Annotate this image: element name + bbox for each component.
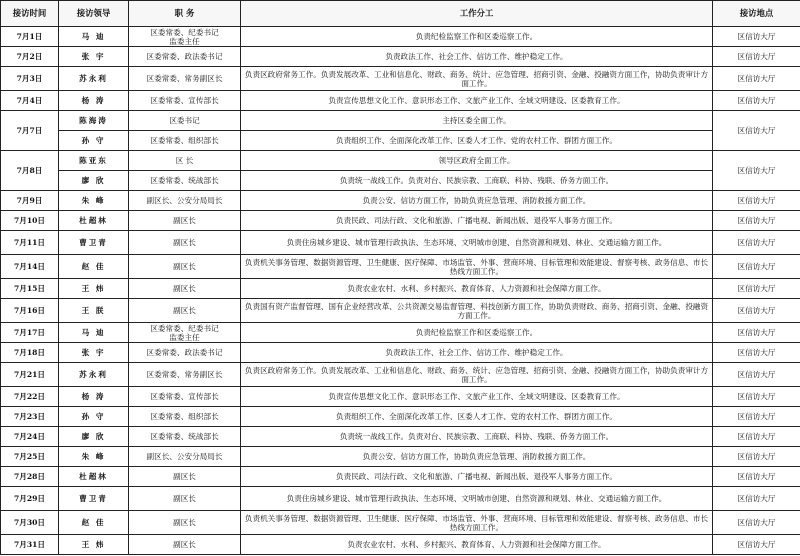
table-row — [1, 323, 800, 343]
table-row — [1, 191, 800, 211]
duties-cell: 负责统一战线工作。负责对台、民族宗教、工商联、科协、残联、侨务方面工作。 — [241, 427, 713, 447]
date-cell: 7月28日 — [1, 467, 59, 487]
location-cell: 区信访大厅 — [713, 191, 800, 211]
duties-cell: 负责农业农村、水利、乡村振兴、教育体育、人力资源和社会保障方面工作。 — [241, 535, 713, 555]
duties-cell: 负责公安、信访方面工作，协助负责应急管理、消防救援方面工作。 — [241, 191, 713, 211]
leader-cell: 廖 欣 — [59, 171, 129, 191]
date-cell: 7月16日 — [1, 299, 59, 323]
date-cell: 7月31日 — [1, 535, 59, 555]
table-row — [1, 467, 800, 487]
position-cell: 区委常委、政法委书记 — [129, 343, 241, 363]
date-cell: 7月24日 — [1, 427, 59, 447]
position-cell: 副区长 — [129, 467, 241, 487]
duties-cell: 负责区政府常务工作。负责发展改革、工业和信息化、财政、商务、统计、应急管理、招商引资、金融、投融资方面工作，协助负责审计方面工作。 — [241, 67, 713, 91]
leader-cell: 曹卫青 — [59, 487, 129, 511]
duties-cell: 负责农业农村、水利、乡村振兴、教育体育、人力资源和社会保障方面工作。 — [241, 279, 713, 299]
leader-cell: 朱 峰 — [59, 191, 129, 211]
position-cell: 副区长 — [129, 231, 241, 255]
duties-cell: 负责政法工作、社会工作、信访工作、维护稳定工作。 — [241, 47, 713, 67]
location-cell: 区信访大厅 — [713, 467, 800, 487]
table-row — [1, 363, 800, 387]
duties-cell: 负责公安、信访方面工作，协助负责应急管理、消防救援方面工作。 — [241, 447, 713, 467]
table-row — [1, 111, 800, 131]
position-cell: 副区长 — [129, 255, 241, 279]
leader-cell: 赵 佳 — [59, 511, 129, 535]
leader-cell: 陈海涛 — [59, 111, 129, 131]
position-cell: 副区长 — [129, 487, 241, 511]
date-cell: 7月9日 — [1, 191, 59, 211]
table-row — [1, 487, 800, 511]
location-cell: 区信访大厅 — [713, 27, 800, 47]
duties-cell: 主持区委全面工作。 — [241, 111, 713, 131]
duties-cell: 负责住房城乡建设、城市管理行政执法、生态环境、文明城市创建、自然资源和规划、林业、交通运输方面工作。 — [241, 231, 713, 255]
header-duties: 工作分工 — [241, 1, 713, 27]
location-cell: 区信访大厅 — [713, 151, 800, 191]
table-row — [1, 27, 800, 47]
table-row — [1, 211, 800, 231]
date-cell: 7月8日 — [1, 151, 59, 191]
position-cell: 副区长 — [129, 211, 241, 231]
date-cell: 7月3日 — [1, 67, 59, 91]
date-cell: 7月23日 — [1, 407, 59, 427]
location-cell: 区信访大厅 — [713, 47, 800, 67]
position-cell: 副区长、公安分局局长 — [129, 447, 241, 467]
location-cell: 区信访大厅 — [713, 343, 800, 363]
header-leader: 接访领导 — [59, 1, 129, 27]
duties-cell: 负责组织工作、全面深化改革工作、区委人才工作、党的农村工作、群团方面工作。 — [241, 407, 713, 427]
leader-cell: 王 朕 — [59, 299, 129, 323]
header-row — [1, 1, 800, 27]
leader-cell: 曹卫青 — [59, 231, 129, 255]
duties-cell: 负责统一战线工作。负责对台、民族宗教、工商联、科协、残联、侨务方面工作。 — [241, 171, 713, 191]
table-row — [1, 279, 800, 299]
table-row — [1, 91, 800, 111]
location-cell: 区信访大厅 — [713, 447, 800, 467]
position-cell: 区委常委、纪委书记 监委主任 — [129, 27, 241, 47]
table-row — [1, 131, 800, 151]
date-cell: 7月4日 — [1, 91, 59, 111]
table-row — [1, 407, 800, 427]
date-cell: 7月15日 — [1, 279, 59, 299]
position-cell: 副区长 — [129, 511, 241, 535]
duties-cell: 负责民政、司法行政、文化和旅游、广播电视、新闻出版、退役军人事务方面工作。 — [241, 467, 713, 487]
location-cell: 区信访大厅 — [713, 511, 800, 535]
leader-cell: 王 炜 — [59, 535, 129, 555]
duties-cell: 负责政法工作、社会工作、信访工作、维护稳定工作。 — [241, 343, 713, 363]
location-cell: 区信访大厅 — [713, 323, 800, 343]
position-cell: 区委常委、统战部长 — [129, 171, 241, 191]
header-location: 接访地点 — [713, 1, 800, 27]
leader-cell: 王 炜 — [59, 279, 129, 299]
leader-cell: 杜超林 — [59, 211, 129, 231]
date-cell: 7月18日 — [1, 343, 59, 363]
date-cell: 7月25日 — [1, 447, 59, 467]
date-cell: 7月22日 — [1, 387, 59, 407]
table-row — [1, 299, 800, 323]
location-cell: 区信访大厅 — [713, 427, 800, 447]
position-cell: 区委常委、统战部长 — [129, 427, 241, 447]
header-date: 接访时间 — [1, 1, 59, 27]
location-cell: 区信访大厅 — [713, 279, 800, 299]
position-cell: 副区长 — [129, 535, 241, 555]
leader-cell: 朱 峰 — [59, 447, 129, 467]
table-row — [1, 171, 800, 191]
table-row — [1, 151, 800, 171]
position-cell: 副区长 — [129, 279, 241, 299]
table-row — [1, 535, 800, 555]
position-cell: 区委常委、宣传部长 — [129, 91, 241, 111]
location-cell: 区信访大厅 — [713, 487, 800, 511]
date-cell: 7月21日 — [1, 363, 59, 387]
date-cell: 7月17日 — [1, 323, 59, 343]
position-cell: 区委常委、政法委书记 — [129, 47, 241, 67]
date-cell: 7月30日 — [1, 511, 59, 535]
date-cell: 7月29日 — [1, 487, 59, 511]
location-cell: 区信访大厅 — [713, 91, 800, 111]
leader-cell: 张 宇 — [59, 343, 129, 363]
location-cell: 区信访大厅 — [713, 387, 800, 407]
leader-cell: 杜超林 — [59, 467, 129, 487]
leader-cell: 马 迪 — [59, 27, 129, 47]
location-cell: 区信访大厅 — [713, 535, 800, 555]
table-row — [1, 231, 800, 255]
position-cell: 区委常委、组织部长 — [129, 407, 241, 427]
position-cell: 区委常委、宣传部长 — [129, 387, 241, 407]
table-row — [1, 67, 800, 91]
leader-cell: 陈亚东 — [59, 151, 129, 171]
table-row — [1, 511, 800, 535]
duties-cell: 负责住房城乡建设、城市管理行政执法、生态环境、文明城市创建、自然资源和规划、林业、交通运输方面工作。 — [241, 487, 713, 511]
table-row — [1, 343, 800, 363]
duties-cell: 负责区政府常务工作。负责发展改革、工业和信息化、财政、商务、统计、应急管理、招商引资、金融、投融资方面工作，协助负责审计方面工作。 — [241, 363, 713, 387]
location-cell: 区信访大厅 — [713, 111, 800, 151]
leader-cell: 杨 涛 — [59, 387, 129, 407]
leader-cell: 张 宇 — [59, 47, 129, 67]
date-cell: 7月2日 — [1, 47, 59, 67]
date-cell: 7月1日 — [1, 27, 59, 47]
leader-cell: 孙 守 — [59, 407, 129, 427]
position-cell: 区委常委、组织部长 — [129, 131, 241, 151]
position-cell: 区委常委、常务副区长 — [129, 67, 241, 91]
duties-cell: 负责纪检监察工作和区委巡察工作。 — [241, 27, 713, 47]
leader-cell: 孙 守 — [59, 131, 129, 151]
duties-cell: 负责组织工作、全面深化改革工作、区委人才工作、党的农村工作、群团方面工作。 — [241, 131, 713, 151]
leader-cell: 杨 涛 — [59, 91, 129, 111]
leader-cell: 赵 佳 — [59, 255, 129, 279]
date-cell: 7月7日 — [1, 111, 59, 151]
position-cell: 副区长 — [129, 299, 241, 323]
leader-cell: 苏永利 — [59, 363, 129, 387]
duties-cell: 负责机关事务管理、数据资源管理、卫生健康、医疗保障、市场监管、外事、营商环境、目标管理和效能建设、督察考核、政务信息、市长热线方面工作。 — [241, 255, 713, 279]
location-cell: 区信访大厅 — [713, 407, 800, 427]
table-row — [1, 255, 800, 279]
duties-cell: 负责民政、司法行政、文化和旅游、广播电视、新闻出版、退役军人事务方面工作。 — [241, 211, 713, 231]
header-position: 职 务 — [129, 1, 241, 27]
location-cell: 区信访大厅 — [713, 299, 800, 323]
location-cell: 区信访大厅 — [713, 255, 800, 279]
position-cell: 区委书记 — [129, 111, 241, 131]
duties-cell: 领导区政府全面工作。 — [241, 151, 713, 171]
duties-cell: 负责宣传思想文化工作、意识形态工作、文旅产业工作、全域文明建设、区委教育工作。 — [241, 387, 713, 407]
table-row — [1, 427, 800, 447]
table-row — [1, 387, 800, 407]
date-cell: 7月14日 — [1, 255, 59, 279]
leader-cell: 苏永利 — [59, 67, 129, 91]
duties-cell: 负责国有资产监督管理、国有企业经营改革、公共资源交易监督管理、科技创新方面工作，协助负责财政、商务、招商引资、金融、投融资方面工作。 — [241, 299, 713, 323]
location-cell: 区信访大厅 — [713, 231, 800, 255]
location-cell: 区信访大厅 — [713, 211, 800, 231]
position-cell: 区 长 — [129, 151, 241, 171]
date-cell: 7月11日 — [1, 231, 59, 255]
table-row — [1, 447, 800, 467]
duties-cell: 负责机关事务管理、数据资源管理、卫生健康、医疗保障、市场监管、外事、营商环境、目标管理和效能建设、督察考核、政务信息、市长热线方面工作。 — [241, 511, 713, 535]
table-row — [1, 47, 800, 67]
duties-cell: 负责纪检监察工作和区委巡察工作。 — [241, 323, 713, 343]
duties-cell: 负责宣传思想文化工作、意识形态工作、文旅产业工作、全域文明建设、区委教育工作。 — [241, 91, 713, 111]
position-cell: 区委常委、常务副区长 — [129, 363, 241, 387]
leader-cell: 马 迪 — [59, 323, 129, 343]
position-cell: 副区长、公安分局局长 — [129, 191, 241, 211]
leader-cell: 廖 欣 — [59, 427, 129, 447]
date-cell: 7月10日 — [1, 211, 59, 231]
position-cell: 区委常委、纪委书记 监委主任 — [129, 323, 241, 343]
location-cell: 区信访大厅 — [713, 67, 800, 91]
location-cell: 区信访大厅 — [713, 363, 800, 387]
